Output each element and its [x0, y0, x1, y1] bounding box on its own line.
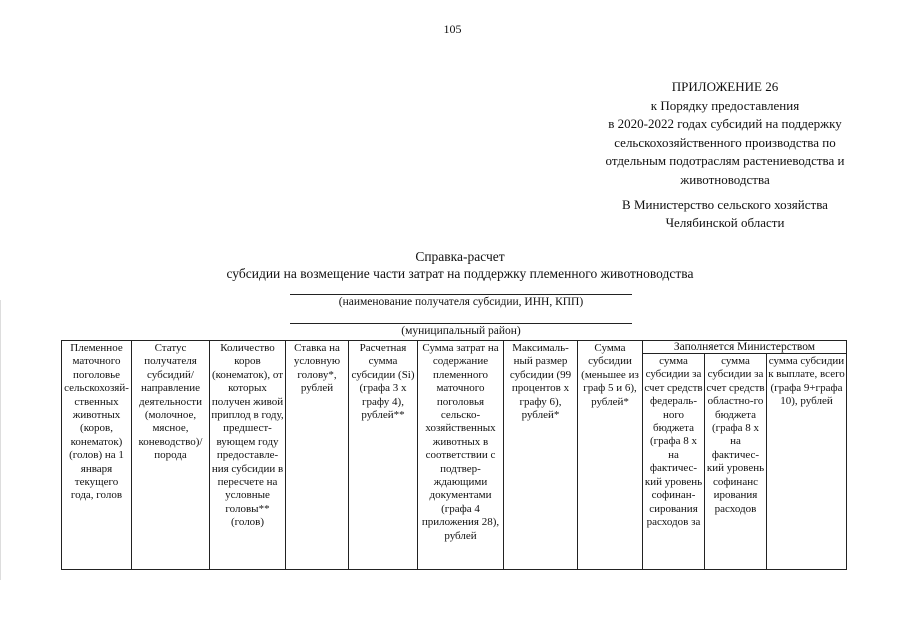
col-cows-count: Количество коров (конематок), от которых получен живой приплод в году, предшест-вующем году предоставле-ния субсидии в пересчете на условные головы** (голов): [210, 341, 286, 570]
recipient-caption: (наименование получателя субсидии, ИНН, КПП): [338, 296, 584, 308]
ministry-group-header: Заполняется Министерством: [643, 341, 847, 354]
document-heading: [150, 248, 770, 282]
appendix-header: [560, 78, 890, 190]
district-underline: [290, 323, 632, 324]
col-max-subsidy: Максималь-ный размер субсидии (99 процентов х графу 6), рублей*: [504, 341, 578, 570]
col-maintenance-costs: Сумма затрат на содержание племенного маточного поголовья сельско-хозяйственных животных в соответствии с подтвер-ждающими документами (графа 4 приложения 28), рублей: [418, 341, 504, 570]
calculation-table: [61, 340, 847, 570]
table-header-row: [62, 341, 847, 354]
scan-edge-line: [0, 300, 1, 580]
addressee-line: Челябинской области: [665, 215, 785, 230]
heading-subtitle: субсидии на возмещение части затрат на поддержку племенного животноводства: [226, 266, 694, 281]
col-federal-budget: сумма субсидии за счет средств федераль-ного бюджета (графа 8 х на фактичес-кий уровень софинан-сирования расходов за: [643, 354, 705, 570]
appendix-title: ПРИЛОЖЕНИЕ 26: [671, 79, 779, 94]
col-estimated-subsidy: Расчетная сумма субсидии (Si) (графа 3 х графу 4), рублей**: [349, 341, 418, 570]
heading-title: Справка-расчет: [415, 249, 505, 264]
appendix-line: отдельным подотраслям растениеводства и: [605, 153, 845, 169]
appendix-line: к Порядку предоставления: [650, 97, 800, 113]
col-total-payout: сумма субсидии к выплате, всего (графа 9+графа 10), рублей: [767, 354, 847, 570]
addressee-line: В Министерство сельского хозяйства: [622, 197, 828, 212]
col-breeding-stock: Племенное маточного поголовье сельскохозяй-ственных животных (коров, конематок) (голов) на 1 января текущего года, голов: [62, 341, 132, 570]
col-regional-budget: сумма субсидии за счет средств областно-го бюджета (графа 8 х на фактичес-кий уровень софинанс ирования расходов: [705, 354, 767, 570]
col-recipient-status: Статус получателя субсидий/ направление деятельности (молочное, мясное, коневодство)/ порода: [132, 341, 210, 570]
appendix-line: сельскохозяйственного производства по: [614, 134, 836, 150]
appendix-line: животноводства: [680, 171, 770, 187]
appendix-line: в 2020-2022 годах субсидий на поддержку: [608, 116, 842, 132]
col-subsidy-amount: Сумма субсидии (меньшее из граф 5 и 6), рублей*: [578, 341, 643, 570]
recipient-underline: [290, 294, 632, 295]
col-rate-per-head: Ставка на условную голову*, рублей: [286, 341, 349, 570]
district-caption: (муниципальный район): [401, 325, 521, 337]
addressee-block: [560, 196, 890, 232]
page-number: 105: [443, 22, 462, 36]
